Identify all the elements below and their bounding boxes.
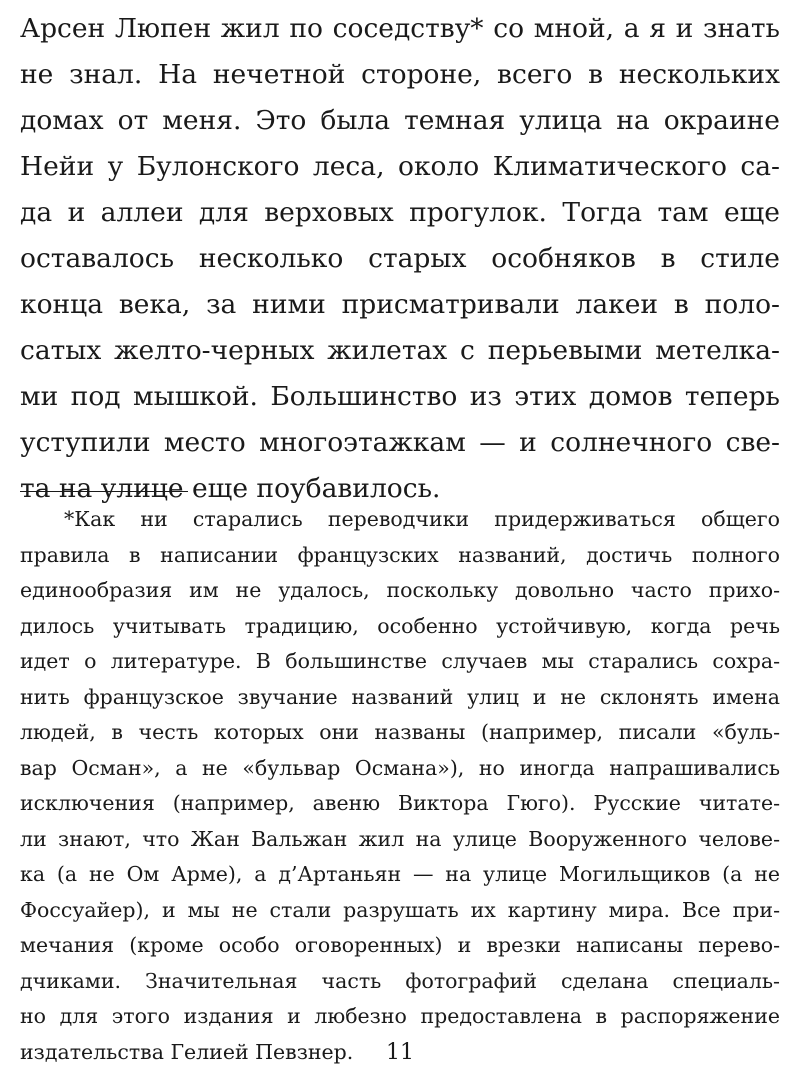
- main-text-line: конца века, за ними присматривали лакеи в поло-: [20, 289, 780, 320]
- footnote-line: но для этого издания и любезно предоставлена в распоряжение: [20, 1004, 780, 1028]
- footnote-line: вар Осман», а не «бульвар Османа»), но иногда напрашивались: [20, 755, 780, 780]
- main-text-line: да и аллеи для верховых прогулок. Тогда там еще: [20, 197, 780, 228]
- main-text-line: оставалось несколько старых особняков в стиле: [20, 243, 780, 274]
- main-text-line: та на улице еще поубавилось.: [20, 473, 441, 504]
- footnote-line: нить французское звучание названий улиц и не склонять имена: [20, 684, 780, 709]
- page-number: 11: [386, 1040, 414, 1065]
- main-paragraph: [20, 6, 780, 512]
- footnote-line: ли знают, что Жан Вальжан жил на улице Вооруженного челове-: [20, 826, 780, 851]
- footnote-separator: [20, 491, 188, 492]
- footnote-line: *Как ни старались переводчики придерживаться общего: [64, 507, 780, 531]
- footnote-line: ка (а не Ом Арме), а д’Артаньян — на улице Могильщиков (а не: [20, 862, 780, 886]
- main-text-line: уступили место многоэтажкам — и солнечного све-: [20, 427, 780, 458]
- main-text-line: сатых желто-черных жилетах с перьевыми метелка-: [20, 335, 780, 366]
- footnote: [20, 502, 780, 1070]
- footnote-line: мечания (кроме особо оговоренных) и врезки написаны перево-: [20, 933, 780, 957]
- footnote-line: правила в написании французских названий, достичь полного: [20, 542, 780, 567]
- footnote-line: Фоссуайер), и мы не стали разрушать их картину мира. Все при-: [20, 897, 780, 922]
- footnote-line: единообразия им не удалось, поскольку довольно часто прихо-: [20, 578, 780, 602]
- footnote-line: исключения (например, авеню Виктора Гюго). Русские читате-: [20, 791, 780, 815]
- footnote-line: идет о литературе. В большинстве случаев мы старались сохра-: [20, 649, 780, 673]
- main-text-line: Нейи у Булонского леса, около Климатического са-: [20, 151, 780, 182]
- main-text-line: Арсен Люпен жил по соседству* со мной, а я и знать: [20, 13, 780, 44]
- footnote-line: издательства Гелией Певзнер.: [20, 1039, 354, 1064]
- main-text-line: ми под мышкой. Большинство из этих домов теперь: [20, 381, 780, 412]
- main-text-line: домах от меня. Это была темная улица на окраине: [20, 105, 780, 136]
- footnote-line: дилось учитывать традицию, особенно устойчивую, когда речь: [20, 613, 780, 638]
- footnote-line: людей, в честь которых они названы (например, писали «буль-: [20, 720, 780, 744]
- footnote-line: дчиками. Значительная часть фотографий сделана специаль-: [20, 968, 780, 993]
- main-text-line: не знал. На нечетной стороне, всего в нескольких: [20, 59, 780, 90]
